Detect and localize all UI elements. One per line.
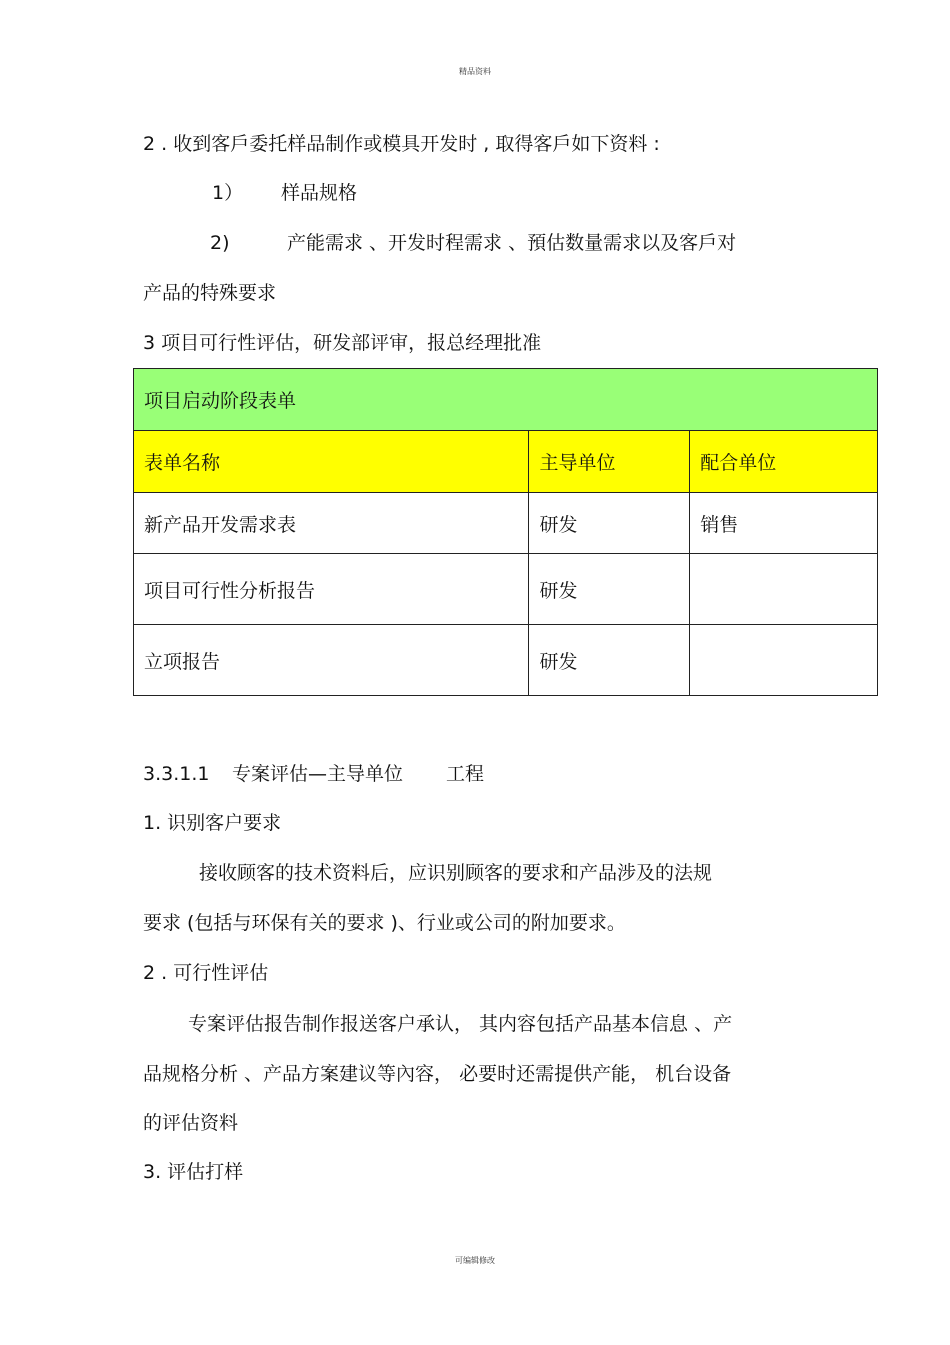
section-heading-dept: 工程 [446, 763, 485, 785]
table-cell [690, 625, 878, 696]
table-header-row [134, 431, 878, 493]
table-cell: 研发 [529, 554, 690, 625]
subsection-2-title: 2 . 可行性评估 [143, 962, 269, 984]
table-cell: 项目可行性分析报告 [134, 554, 529, 625]
list-text-2: 产能需求 、开发时程需求 、預估数量需求以及客戶对 [287, 232, 737, 254]
paragraph-3: 3 项目可行性评估，研发部评审，报总经理批准 [143, 332, 542, 354]
table-cell: 立项报告 [134, 625, 529, 696]
list-number-2: 2) [210, 232, 230, 254]
list-number-1: 1） [212, 182, 244, 204]
subsection-2-line-1: 专案评估报告制作报送客户承认， 其内容包括产品基本信息 、产 [188, 1013, 733, 1035]
subsection-2-line-3: 的评估资料 [143, 1112, 239, 1134]
table-row [134, 625, 878, 696]
section-heading-text: 专案评估—主导单位 [232, 763, 404, 785]
page-footer: 可编辑修改 [455, 1256, 495, 1265]
subsection-3-title: 3. 评估打样 [143, 1161, 244, 1183]
table-cell: 新产品开发需求表 [134, 493, 529, 554]
paragraph-2: 2 . 收到客戶委托样品制作或模具开发时 , 取得客戶如下资料 : [143, 133, 660, 155]
page-header: 精品资料 [459, 67, 491, 76]
table-row [134, 493, 878, 554]
table-title-row [134, 369, 878, 431]
table-title: 项目启动阶段表单 [134, 369, 878, 431]
table-cell: 研发 [529, 625, 690, 696]
list-text-1: 样品规格 [281, 182, 358, 204]
header-support-unit: 配合单位 [690, 431, 878, 493]
subsection-1-line-2: 要求 (包括与环保有关的要求 )、行业或公司的附加要求。 [143, 912, 626, 934]
table-cell: 研发 [529, 493, 690, 554]
subsection-1-title: 1. 识别客户要求 [143, 812, 282, 834]
list-text-2-cont: 产品的特殊要求 [143, 282, 277, 304]
header-form-name: 表单名称 [134, 431, 529, 493]
section-heading-number: 3.3.1.1 [143, 763, 210, 785]
subsection-1-line-1: 接收顾客的技术资料后，应识别顾客的要求和产品涉及的法规 [199, 862, 713, 884]
table-row [134, 554, 878, 625]
project-start-form-table [133, 368, 878, 696]
subsection-2-line-2: 品规格分析 、产品方案建议等內容， 必要时还需提供产能， 机台设备 [143, 1063, 732, 1085]
table-cell: 销售 [690, 493, 878, 554]
table-cell [690, 554, 878, 625]
header-lead-unit: 主导单位 [529, 431, 690, 493]
